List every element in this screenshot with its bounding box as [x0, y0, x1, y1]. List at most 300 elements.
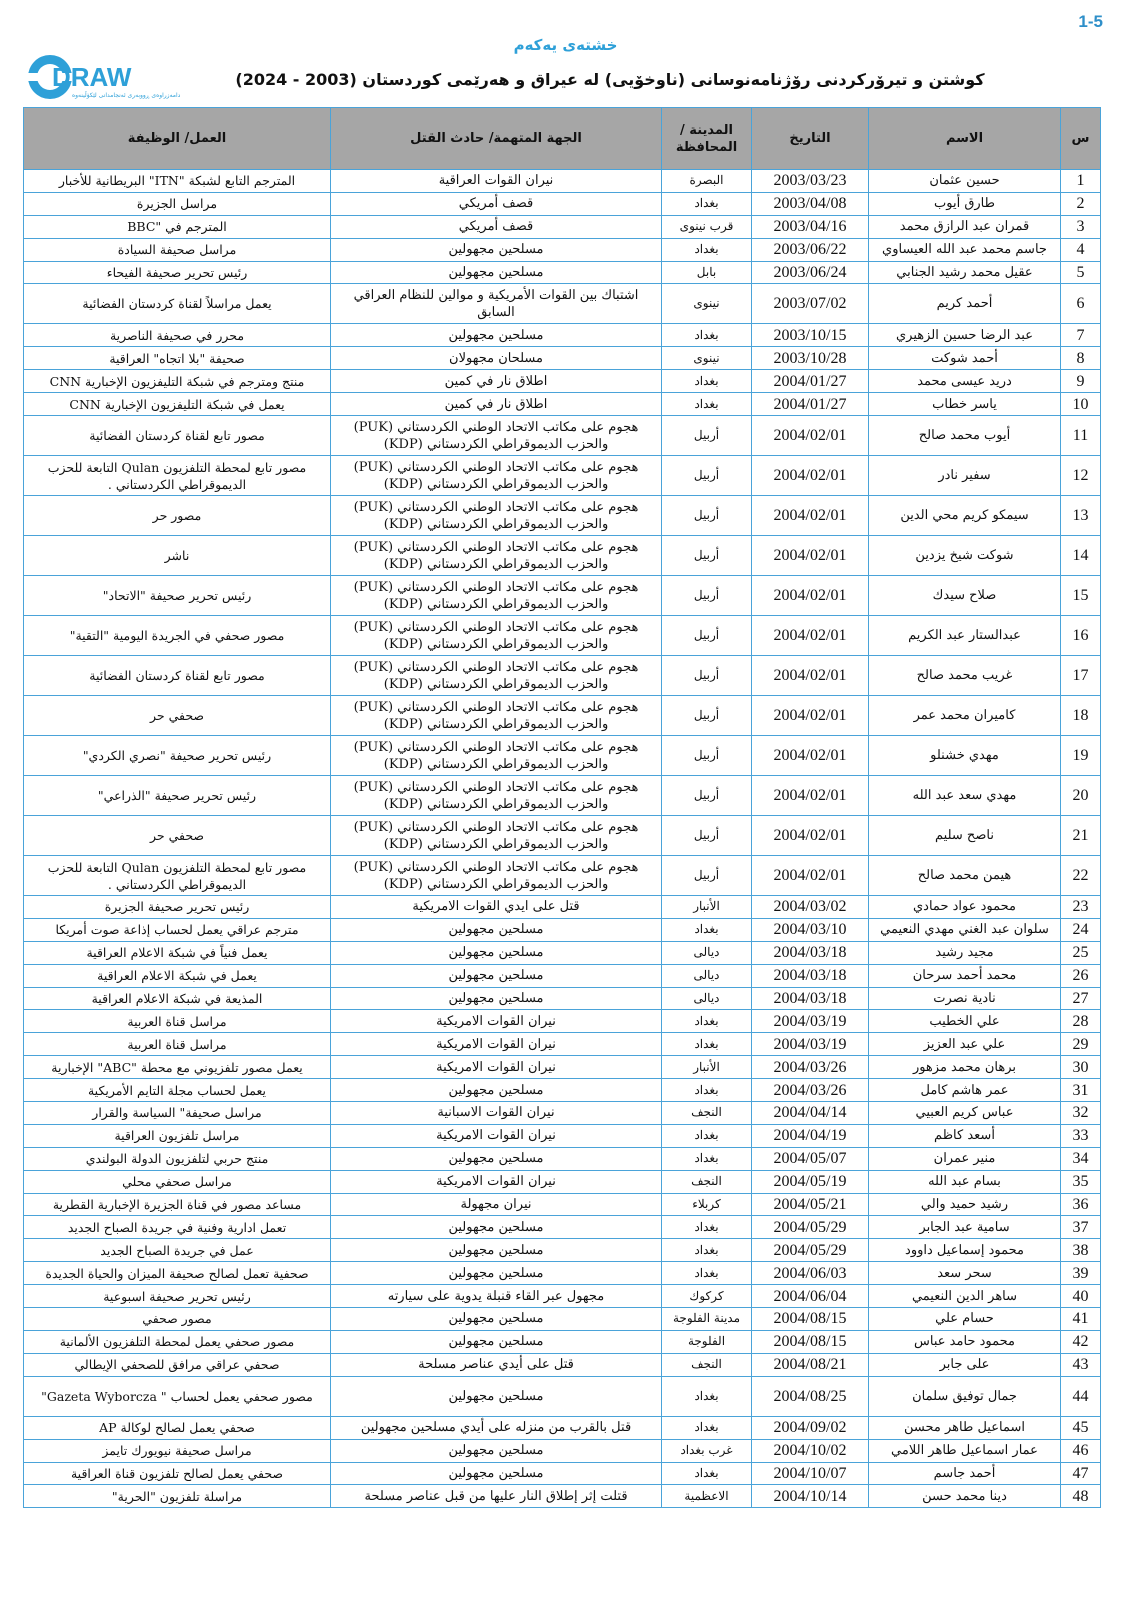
cell-name: سفير نادر — [869, 456, 1061, 496]
cell-date: 2004/02/01 — [752, 736, 869, 776]
cell-party: نيران القوات الاسبانية — [331, 1102, 662, 1125]
cell-name: أحمد كريم — [869, 284, 1061, 324]
cell-city: بغداد — [662, 1239, 752, 1262]
cell-party: مسلحين مجهولين — [331, 1147, 662, 1170]
journalists-table — [23, 107, 1101, 1508]
cell-name: سيمكو كريم محي الدين — [869, 496, 1061, 536]
cell-name: ناصح سليم — [869, 816, 1061, 856]
cell-number: 5 — [1061, 261, 1101, 284]
cell-job: مراسل صحيفة نيويورك تايمز — [24, 1439, 331, 1462]
cell-city: بغداد — [662, 370, 752, 393]
cell-job: يعمل لحساب مجلة التايم الأمريكية — [24, 1079, 331, 1102]
cell-job: مصور تابع لمحطة التلفزيون Qulan التابعة للحزب الديموقراطي الكردستاني . — [24, 856, 331, 896]
cell-number: 12 — [1061, 456, 1101, 496]
cell-job: يعمل في شبكة الاعلام العراقية — [24, 964, 331, 987]
cell-number: 47 — [1061, 1462, 1101, 1485]
cell-name: أحمد جاسم — [869, 1462, 1061, 1485]
cell-party: هجوم على مكاتب الاتحاد الوطني الكردستاني (PUK) والحزب الديموقراطي الكردستاني (KDP) — [331, 856, 662, 896]
cell-number: 17 — [1061, 656, 1101, 696]
cell-date: 2004/04/19 — [752, 1124, 869, 1147]
table-row — [24, 1056, 1101, 1079]
cell-name: أسعد كاظم — [869, 1124, 1061, 1147]
cell-job: مساعد مصور في قناة الجزيرة الإخبارية القطرية — [24, 1193, 331, 1216]
col-header-city: المدينة /المحافظة — [662, 108, 752, 170]
cell-party: هجوم على مكاتب الاتحاد الوطني الكردستاني (PUK) والحزب الديموقراطي الكردستاني (KDP) — [331, 576, 662, 616]
cell-name: جاسم محمد عبد الله العيساوي — [869, 238, 1061, 261]
cell-date: 2003/06/24 — [752, 261, 869, 284]
cell-city: النجف — [662, 1102, 752, 1125]
col-header-number: س — [1061, 108, 1101, 170]
cell-party: مجهول عبر القاء قنبلة يدوية على سيارته — [331, 1285, 662, 1308]
cell-job: صحفي يعمل لصالح تلفزيون قناة العراقية — [24, 1462, 331, 1485]
cell-date: 2004/02/01 — [752, 416, 869, 456]
cell-name: مهدي خشنلو — [869, 736, 1061, 776]
cell-date: 2003/10/15 — [752, 324, 869, 347]
cell-number: 25 — [1061, 941, 1101, 964]
cell-date: 2004/03/26 — [752, 1056, 869, 1079]
cell-number: 38 — [1061, 1239, 1101, 1262]
table-row — [24, 1079, 1101, 1102]
cell-party: مسلحين مجهولين — [331, 1462, 662, 1485]
cell-name: محمود حامد عباس — [869, 1330, 1061, 1353]
cell-job: صحفي عراقي مرافق للصحفي الإيطالي — [24, 1353, 331, 1376]
cell-name: محمد أحمد سرحان — [869, 964, 1061, 987]
table-row — [24, 170, 1101, 193]
cell-number: 26 — [1061, 964, 1101, 987]
table-row — [24, 1462, 1101, 1485]
cell-city: بغداد — [662, 1376, 752, 1416]
cell-name: سامية عبد الجابر — [869, 1216, 1061, 1239]
cell-date: 2004/10/07 — [752, 1462, 869, 1485]
cell-job: رئيس تحرير صحيفة "الذراعي" — [24, 776, 331, 816]
table-row — [24, 776, 1101, 816]
cell-party: اطلاق نار في كمين — [331, 370, 662, 393]
cell-name: منير عمران — [869, 1147, 1061, 1170]
table-row — [24, 1216, 1101, 1239]
cell-date: 2004/05/21 — [752, 1193, 869, 1216]
cell-name: سلوان عبد الغني مهدي النعيمي — [869, 918, 1061, 941]
cell-party: هجوم على مكاتب الاتحاد الوطني الكردستاني (PUK) والحزب الديموقراطي الكردستاني (KDP) — [331, 656, 662, 696]
cell-city: كركوك — [662, 1285, 752, 1308]
cell-name: برهان محمد مزهور — [869, 1056, 1061, 1079]
cell-job: مصور صحفي في الجريدة اليومية "التقية" — [24, 616, 331, 656]
cell-city: أربيل — [662, 616, 752, 656]
cell-job: رئيس تحرير صحيفة الفيحاء — [24, 261, 331, 284]
cell-party: هجوم على مكاتب الاتحاد الوطني الكردستاني (PUK) والحزب الديموقراطي الكردستاني (KDP) — [331, 736, 662, 776]
cell-number: 20 — [1061, 776, 1101, 816]
cell-job: يعمل فنياً في شبكة الاعلام العراقية — [24, 941, 331, 964]
cell-name: عقيل محمد رشيد الجنابي — [869, 261, 1061, 284]
cell-name: أيوب محمد صالح — [869, 416, 1061, 456]
cell-name: اسماعيل طاهر محسن — [869, 1416, 1061, 1439]
cell-city: أربيل — [662, 576, 752, 616]
table-row — [24, 616, 1101, 656]
cell-number: 19 — [1061, 736, 1101, 776]
cell-party: مسلحين مجهولين — [331, 1079, 662, 1102]
cell-party: قتل بالقرب من منزله على أيدي مسلحين مجهولين — [331, 1416, 662, 1439]
table-row — [24, 536, 1101, 576]
cell-job: مصور صحفي يعمل لمحطة التلفزيون الألمانية — [24, 1330, 331, 1353]
cell-job: يعمل في شبكة التليفزيون الإخبارية CNN — [24, 393, 331, 416]
table-row — [24, 1330, 1101, 1353]
table-row — [24, 1239, 1101, 1262]
table-row — [24, 1485, 1101, 1508]
cell-party: هجوم على مكاتب الاتحاد الوطني الكردستاني (PUK) والحزب الديموقراطي الكردستاني (KDP) — [331, 456, 662, 496]
cell-date: 2004/03/19 — [752, 1033, 869, 1056]
cell-date: 2003/10/28 — [752, 347, 869, 370]
cell-job: منتج ومترجم في شبكة التليفزيون الإخبارية CNN — [24, 370, 331, 393]
cell-name: رشيد حميد والي — [869, 1193, 1061, 1216]
cell-job: مراسل قناة العربية — [24, 1033, 331, 1056]
cell-number: 34 — [1061, 1147, 1101, 1170]
cell-job: صحفية تعمل لصالح صحيفة الميزان والحياة الجديدة — [24, 1262, 331, 1285]
cell-date: 2004/05/29 — [752, 1216, 869, 1239]
cell-job: تعمل ادارية وفنية في جريدة الصباح الجديد — [24, 1216, 331, 1239]
cell-city: قرب نينوى — [662, 215, 752, 238]
table-row — [24, 1376, 1101, 1416]
cell-city: أربيل — [662, 656, 752, 696]
cell-party: نيران القوات الامريكية — [331, 1056, 662, 1079]
table-row — [24, 192, 1101, 215]
cell-party: هجوم على مكاتب الاتحاد الوطني الكردستاني (PUK) والحزب الديموقراطي الكردستاني (KDP) — [331, 416, 662, 456]
cell-date: 2003/04/08 — [752, 192, 869, 215]
cell-date: 2004/02/01 — [752, 456, 869, 496]
cell-party: اطلاق نار في كمين — [331, 393, 662, 416]
table-row — [24, 1010, 1101, 1033]
cell-city: مدينة الفلوجة — [662, 1308, 752, 1331]
cell-city: أربيل — [662, 856, 752, 896]
cell-number: 43 — [1061, 1353, 1101, 1376]
cell-number: 33 — [1061, 1124, 1101, 1147]
cell-number: 3 — [1061, 215, 1101, 238]
cell-city: أربيل — [662, 816, 752, 856]
cell-name: علي الخطيب — [869, 1010, 1061, 1033]
cell-number: 2 — [1061, 192, 1101, 215]
cell-party: هجوم على مكاتب الاتحاد الوطني الكردستاني (PUK) والحزب الديموقراطي الكردستاني (KDP) — [331, 776, 662, 816]
cell-number: 9 — [1061, 370, 1101, 393]
table-row — [24, 1102, 1101, 1125]
cell-name: ساهر الدين النعيمي — [869, 1285, 1061, 1308]
cell-number: 28 — [1061, 1010, 1101, 1033]
cell-number: 1 — [1061, 170, 1101, 193]
col-header-party: الجهة المتهمة/ حادث القتل — [331, 108, 662, 170]
cell-date: 2004/02/01 — [752, 856, 869, 896]
cell-number: 48 — [1061, 1485, 1101, 1508]
cell-date: 2004/01/27 — [752, 370, 869, 393]
page-number: 1-5 — [1078, 12, 1103, 31]
cell-party: مسلحين مجهولين — [331, 964, 662, 987]
cell-date: 2004/02/01 — [752, 696, 869, 736]
table-body — [24, 170, 1101, 1508]
cell-name: ياسر خطاب — [869, 393, 1061, 416]
table-row — [24, 1147, 1101, 1170]
cell-name: محمود عواد حمادي — [869, 896, 1061, 919]
cell-job: محرر في صحيفة الناصرية — [24, 324, 331, 347]
cell-city: أربيل — [662, 456, 752, 496]
cell-number: 21 — [1061, 816, 1101, 856]
cell-date: 2004/06/03 — [752, 1262, 869, 1285]
cell-name: عمار اسماعيل طاهر اللامي — [869, 1439, 1061, 1462]
cell-party: مسلحين مجهولين — [331, 238, 662, 261]
cell-name: علي عبد العزيز — [869, 1033, 1061, 1056]
cell-party: مسلحين مجهولين — [331, 261, 662, 284]
cell-city: بغداد — [662, 238, 752, 261]
cell-name: قمران عبد الرازق محمد — [869, 215, 1061, 238]
cell-party: نيران القوات الامريكية — [331, 1124, 662, 1147]
cell-number: 14 — [1061, 536, 1101, 576]
cell-party: نيران مجهولة — [331, 1193, 662, 1216]
cell-job: مصور تابع لقناة كردستان الفضائية — [24, 656, 331, 696]
cell-date: 2003/03/23 — [752, 170, 869, 193]
cell-number: 18 — [1061, 696, 1101, 736]
cell-date: 2004/02/01 — [752, 816, 869, 856]
col-header-job: العمل/ الوظيفة — [24, 108, 331, 170]
cell-job: المترجم التابع لشبكة "ITN" البريطانية للأخبار — [24, 170, 331, 193]
cell-date: 2004/03/02 — [752, 896, 869, 919]
cell-city: غرب بغداد — [662, 1439, 752, 1462]
cell-job: ناشر — [24, 536, 331, 576]
table-row — [24, 1193, 1101, 1216]
cell-job: يعمل مصور تلفزيوني مع محطة "ABC" الإخبارية — [24, 1056, 331, 1079]
cell-job: مراسل صحيفة" السياسة والقرار — [24, 1102, 331, 1125]
cell-city: ديالى — [662, 987, 752, 1010]
cell-number: 41 — [1061, 1308, 1101, 1331]
cell-city: أربيل — [662, 696, 752, 736]
cell-date: 2004/02/01 — [752, 576, 869, 616]
cell-city: بغداد — [662, 1010, 752, 1033]
table-row — [24, 496, 1101, 536]
cell-date: 2004/03/18 — [752, 964, 869, 987]
table-row — [24, 1170, 1101, 1193]
cell-party: نيران القوات العراقية — [331, 170, 662, 193]
cell-number: 11 — [1061, 416, 1101, 456]
cell-city: ديالى — [662, 964, 752, 987]
cell-party: قتل على أيدي عناصر مسلحة — [331, 1353, 662, 1376]
cell-number: 45 — [1061, 1416, 1101, 1439]
cell-date: 2004/03/26 — [752, 1079, 869, 1102]
cell-name: حسام علي — [869, 1308, 1061, 1331]
cell-city: الفلوجة — [662, 1330, 752, 1353]
table-row — [24, 987, 1101, 1010]
table-row — [24, 215, 1101, 238]
cell-date: 2004/04/14 — [752, 1102, 869, 1125]
logo-text: DRAW — [52, 62, 132, 92]
cell-number: 4 — [1061, 238, 1101, 261]
cell-name: سحر سعد — [869, 1262, 1061, 1285]
table-row — [24, 896, 1101, 919]
cell-name: بسام عبد الله — [869, 1170, 1061, 1193]
cell-date: 2004/02/01 — [752, 776, 869, 816]
cell-number: 27 — [1061, 987, 1101, 1010]
cell-party: مسلحين مجهولين — [331, 941, 662, 964]
cell-date: 2004/02/01 — [752, 616, 869, 656]
cell-name: شوكت شيخ يزدين — [869, 536, 1061, 576]
cell-date: 2004/02/01 — [752, 656, 869, 696]
cell-number: 31 — [1061, 1079, 1101, 1102]
cell-name: دينا محمد حسن — [869, 1485, 1061, 1508]
cell-name: أحمد شوكت — [869, 347, 1061, 370]
cell-party: هجوم على مكاتب الاتحاد الوطني الكردستاني (PUK) والحزب الديموقراطي الكردستاني (KDP) — [331, 496, 662, 536]
cell-job: منتج حربي لتلفزيون الدولة البولندي — [24, 1147, 331, 1170]
cell-party: اشتباك بين القوات الأمريكية و موالين للنظام العراقي السابق — [331, 284, 662, 324]
cell-date: 2004/01/27 — [752, 393, 869, 416]
cell-name: عمر هاشم كامل — [869, 1079, 1061, 1102]
col-header-name: الاسم — [869, 108, 1061, 170]
logo-tagline: دامەزراوەی ڕووبەری ئەنجامدانی لێکۆڵینەوە — [72, 92, 181, 99]
cell-party: مسلحين مجهولين — [331, 1216, 662, 1239]
table-header-row — [24, 108, 1101, 170]
cell-job: مصور حر — [24, 496, 331, 536]
cell-date: 2004/08/25 — [752, 1376, 869, 1416]
cell-city: أربيل — [662, 416, 752, 456]
cell-city: البصرة — [662, 170, 752, 193]
cell-city: بغداد — [662, 1079, 752, 1102]
cell-party: مسلحان مجهولان — [331, 347, 662, 370]
table-row — [24, 393, 1101, 416]
cell-date: 2004/03/18 — [752, 941, 869, 964]
table-row — [24, 918, 1101, 941]
cell-job: مراسل قناة العربية — [24, 1010, 331, 1033]
cell-city: بغداد — [662, 393, 752, 416]
cell-party: مسلحين مجهولين — [331, 1376, 662, 1416]
cell-city: أربيل — [662, 496, 752, 536]
cell-party: نيران القوات الامريكية — [331, 1170, 662, 1193]
cell-date: 2004/06/04 — [752, 1285, 869, 1308]
table-row — [24, 1262, 1101, 1285]
cell-city: بغداد — [662, 192, 752, 215]
cell-party: مسلحين مجهولين — [331, 1330, 662, 1353]
cell-name: على جابر — [869, 1353, 1061, 1376]
table-row — [24, 1308, 1101, 1331]
cell-job: مصور صحفي يعمل لحساب " Gazeta Wyborcza" — [24, 1376, 331, 1416]
table-row — [24, 576, 1101, 616]
cell-party: نيران القوات الامريكية — [331, 1010, 662, 1033]
cell-city: بغداد — [662, 1216, 752, 1239]
cell-city: بغداد — [662, 1416, 752, 1439]
cell-party: هجوم على مكاتب الاتحاد الوطني الكردستاني (PUK) والحزب الديموقراطي الكردستاني (KDP) — [331, 816, 662, 856]
cell-date: 2004/03/19 — [752, 1010, 869, 1033]
cell-number: 35 — [1061, 1170, 1101, 1193]
table-row — [24, 456, 1101, 496]
cell-party: مسلحين مجهولين — [331, 987, 662, 1010]
table-row — [24, 696, 1101, 736]
cell-city: نينوى — [662, 284, 752, 324]
cell-name: غريب محمد صالح — [869, 656, 1061, 696]
cell-city: نينوى — [662, 347, 752, 370]
cell-city: بابل — [662, 261, 752, 284]
cell-date: 2003/06/22 — [752, 238, 869, 261]
cell-name: مهدي سعد عبد الله — [869, 776, 1061, 816]
cell-job: يعمل مراسلاً لقناة كردستان الفضائية — [24, 284, 331, 324]
cell-name: عبد الرضا حسين الزهيري — [869, 324, 1061, 347]
cell-number: 30 — [1061, 1056, 1101, 1079]
cell-city: بغداد — [662, 1462, 752, 1485]
cell-party: قصف أمريكي — [331, 192, 662, 215]
cell-city: النجف — [662, 1170, 752, 1193]
table-row — [24, 1416, 1101, 1439]
cell-date: 2004/03/10 — [752, 918, 869, 941]
cell-party: هجوم على مكاتب الاتحاد الوطني الكردستاني (PUK) والحزب الديموقراطي الكردستاني (KDP) — [331, 536, 662, 576]
cell-city: بغداد — [662, 1033, 752, 1056]
cell-number: 39 — [1061, 1262, 1101, 1285]
cell-number: 24 — [1061, 918, 1101, 941]
cell-date: 2004/05/07 — [752, 1147, 869, 1170]
cell-job: مراسلة تلفزيون "الحرية" — [24, 1485, 331, 1508]
cell-job: صحفي يعمل لصالح لوكالة AP — [24, 1416, 331, 1439]
cell-city: كربلاء — [662, 1193, 752, 1216]
cell-name: مجيد رشيد — [869, 941, 1061, 964]
cell-date: 2004/05/29 — [752, 1239, 869, 1262]
cell-party: مسلحين مجهولين — [331, 1439, 662, 1462]
table-subtitle: خشتەی یەکەم — [513, 36, 618, 54]
cell-number: 40 — [1061, 1285, 1101, 1308]
cell-number: 37 — [1061, 1216, 1101, 1239]
cell-job: المترجم في "BBC — [24, 215, 331, 238]
table-row — [24, 816, 1101, 856]
cell-name: دريد عيسى محمد — [869, 370, 1061, 393]
cell-date: 2004/09/02 — [752, 1416, 869, 1439]
cell-city: النجف — [662, 1353, 752, 1376]
cell-job: مصور تابع لمحطة التلفزيون Qulan التابعة للحزب الديموقراطي الكردستاني . — [24, 456, 331, 496]
table-row — [24, 238, 1101, 261]
table-row — [24, 416, 1101, 456]
cell-job: صحيفة "بلا اتجاه" العراقية — [24, 347, 331, 370]
cell-name: محمود إسماعيل داوود — [869, 1239, 1061, 1262]
table-row — [24, 964, 1101, 987]
cell-name: عبدالستار عبد الكريم — [869, 616, 1061, 656]
table-row — [24, 1353, 1101, 1376]
cell-city: أربيل — [662, 776, 752, 816]
cell-party: قصف أمريكي — [331, 215, 662, 238]
cell-name: صلاح سيدك — [869, 576, 1061, 616]
table-row — [24, 1439, 1101, 1462]
cell-job: مراسل صحيفة السيادة — [24, 238, 331, 261]
table-row — [24, 284, 1101, 324]
cell-number: 13 — [1061, 496, 1101, 536]
cell-number: 15 — [1061, 576, 1101, 616]
cell-date: 2004/02/01 — [752, 536, 869, 576]
cell-job: رئيس تحرير صحيفة الجزيرة — [24, 896, 331, 919]
cell-job: مراسل الجزيرة — [24, 192, 331, 215]
cell-job: مراسل صحفي محلي — [24, 1170, 331, 1193]
cell-city: بغداد — [662, 1262, 752, 1285]
cell-name: كاميران محمد عمر — [869, 696, 1061, 736]
cell-job: مراسل تلفزيون العراقية — [24, 1124, 331, 1147]
cell-date: 2004/08/21 — [752, 1353, 869, 1376]
cell-job: مصور صحفي — [24, 1308, 331, 1331]
table-row — [24, 370, 1101, 393]
cell-date: 2004/10/02 — [752, 1439, 869, 1462]
cell-number: 32 — [1061, 1102, 1101, 1125]
cell-city: بغداد — [662, 918, 752, 941]
cell-number: 42 — [1061, 1330, 1101, 1353]
cell-name: عباس كريم العبيي — [869, 1102, 1061, 1125]
cell-party: مسلحين مجهولين — [331, 1239, 662, 1262]
table-row — [24, 347, 1101, 370]
cell-date: 2004/02/01 — [752, 496, 869, 536]
cell-date: 2003/07/02 — [752, 284, 869, 324]
cell-number: 22 — [1061, 856, 1101, 896]
cell-job: مترجم عراقي يعمل لحساب إذاعة صوت أمريكا — [24, 918, 331, 941]
cell-party: مسلحين مجهولين — [331, 1262, 662, 1285]
cell-number: 23 — [1061, 896, 1101, 919]
cell-city: بغداد — [662, 1124, 752, 1147]
page-title: كوشتن و تيرۆركردنی رۆژنامەنوسانی (ناوخۆيی) لە عيراق و هەرێمی كوردستان (2003 - 2024) — [235, 70, 985, 89]
table-row — [24, 736, 1101, 776]
table-row — [24, 1285, 1101, 1308]
cell-date: 2004/05/19 — [752, 1170, 869, 1193]
cell-city: الاعظمية — [662, 1485, 752, 1508]
